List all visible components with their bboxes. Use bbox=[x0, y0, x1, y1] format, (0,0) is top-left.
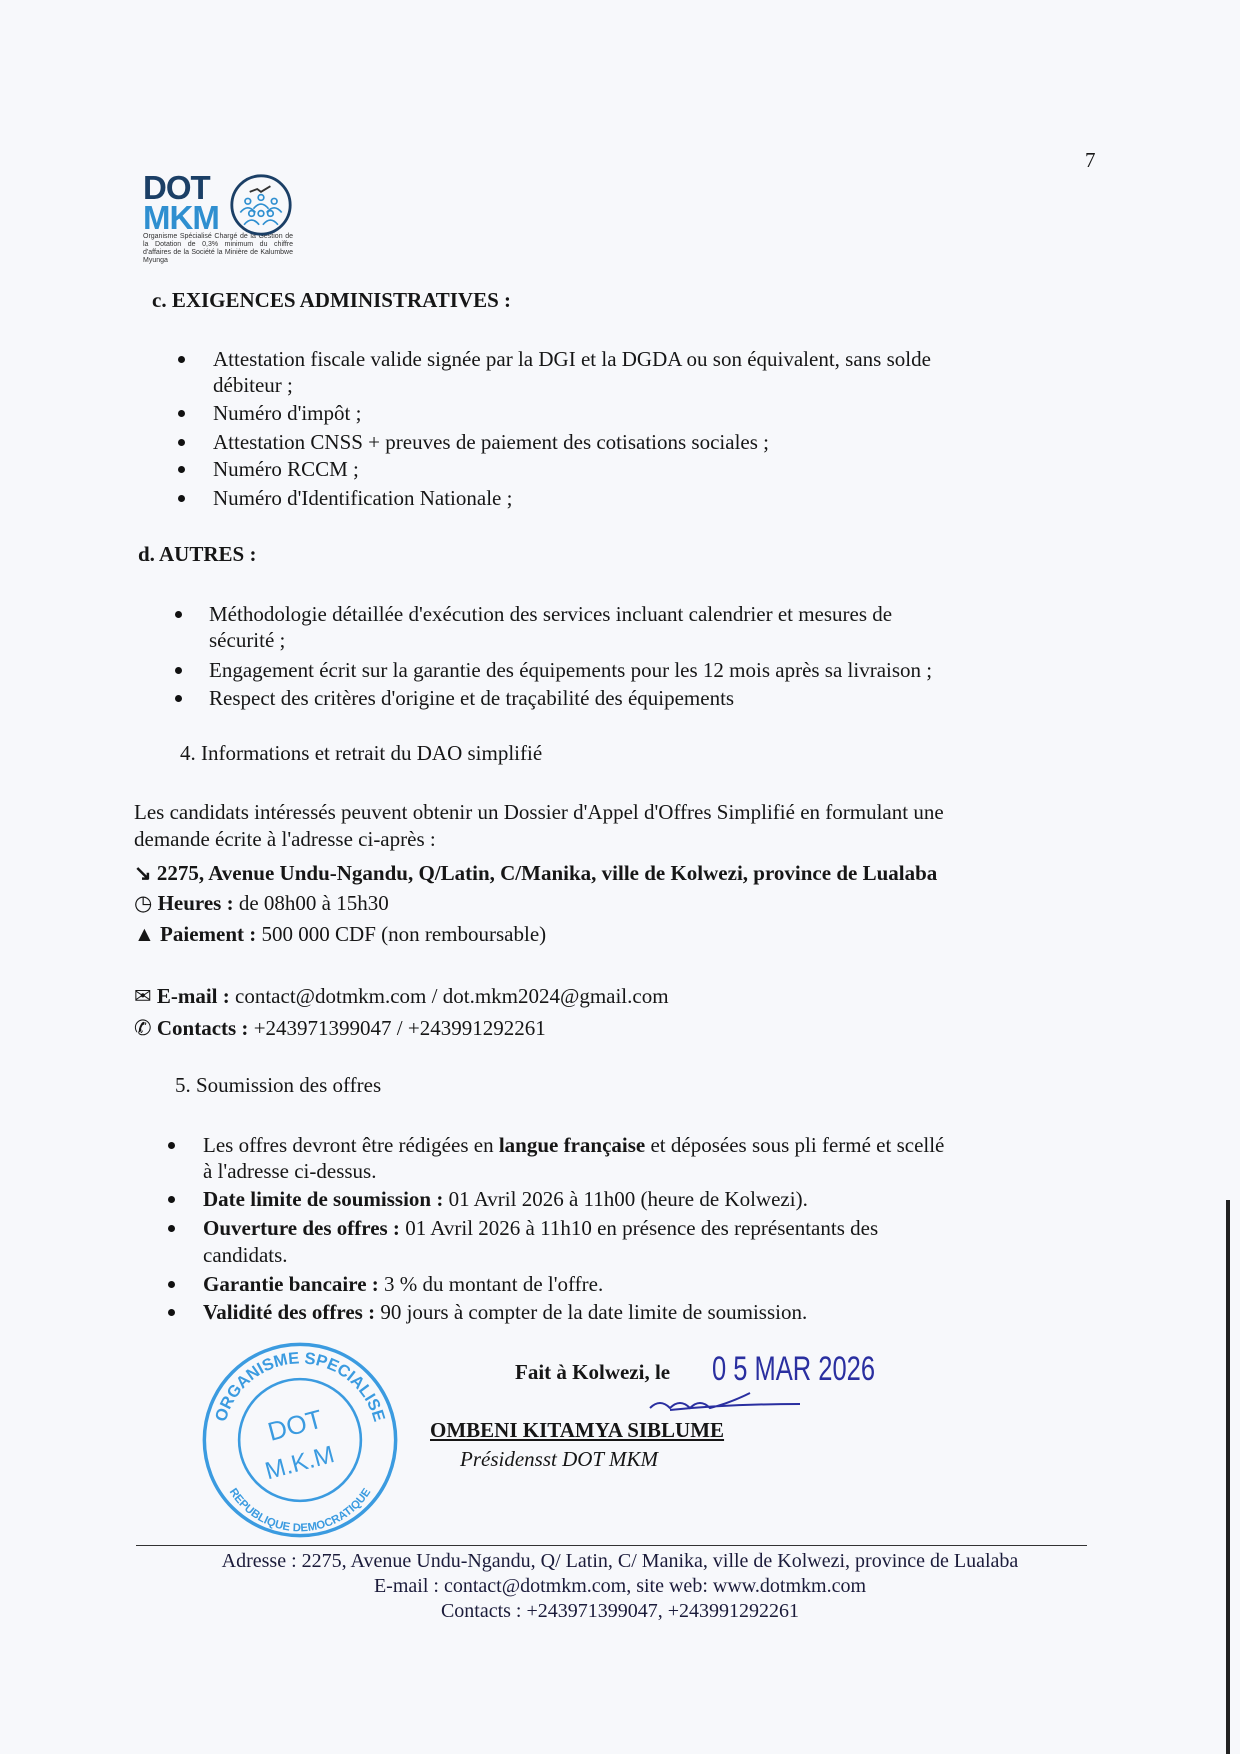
handwritten-signature bbox=[640, 1388, 830, 1414]
contacts-line bbox=[134, 1016, 546, 1040]
logo-dot: DOT bbox=[143, 169, 210, 206]
contacts-value: +243971399047 / +243991292261 bbox=[248, 1016, 546, 1040]
label: Garantie bancaire : bbox=[203, 1272, 379, 1296]
value: 01 Avril 2026 à 11h10 en présence des représentants des bbox=[399, 1216, 879, 1240]
text-bold: langue française bbox=[498, 1133, 646, 1157]
logo-subtitle: Organisme Spécialisé Chargé de la Gestion de la Dotation de 0,3% minimum du chiffre d'affaires de la Société la Minière de Kalumbwe Myunga bbox=[143, 233, 293, 264]
email-label: E-mail : bbox=[156, 984, 230, 1008]
signatory-name: OMBENI KITAMYA SIBLUME bbox=[430, 1418, 725, 1442]
bullet bbox=[168, 1196, 175, 1203]
official-stamp bbox=[200, 1340, 400, 1540]
list-item: candidats. bbox=[203, 1243, 288, 1267]
payment-value: 500 000 CDF (non remboursable) bbox=[256, 922, 547, 946]
money-bag-icon: ▲ bbox=[134, 922, 155, 946]
date-stamp: 0 5 MAR 2026 bbox=[712, 1350, 876, 1388]
list-item: à l'adresse ci-dessus. bbox=[203, 1159, 377, 1183]
stamp-center-dot: DOT bbox=[264, 1403, 326, 1447]
label: Validité des offres : bbox=[203, 1300, 376, 1324]
list-item: Attestation fiscale valide signée par la DGI et la DGDA ou son équivalent, sans solde bbox=[213, 347, 931, 371]
list-item: Attestation CNSS + preuves de paiement des cotisations sociales ; bbox=[213, 430, 769, 454]
stamp-ring-text: ORGANISME SPECIALISE bbox=[210, 1348, 390, 1424]
footer-address: Adresse : 2275, Avenue Undu-Ngandu, Q/ Latin, C/ Manika, ville de Kolwezi, province de Lualaba bbox=[221, 1550, 1019, 1572]
text: et déposées sous pli fermé et scellé bbox=[645, 1133, 945, 1157]
scan-edge bbox=[1226, 1200, 1230, 1754]
paragraph-line: Les candidats intéressés peuvent obtenir un Dossier d'Appel d'Offres Simplifié en formulant une bbox=[134, 800, 944, 824]
bullet bbox=[178, 439, 185, 446]
email-line bbox=[134, 984, 669, 1008]
footer-divider bbox=[136, 1545, 1087, 1546]
bullet bbox=[175, 611, 182, 618]
page-number: 7 bbox=[1085, 148, 1096, 172]
bullet bbox=[168, 1142, 175, 1149]
bullet bbox=[178, 466, 185, 473]
bullet bbox=[178, 356, 185, 363]
bullet bbox=[178, 410, 185, 417]
bullet bbox=[168, 1225, 175, 1232]
mail-icon: ✉ bbox=[134, 984, 152, 1008]
list-item: Méthodologie détaillée d'exécution des services incluant calendrier et mesures de bbox=[209, 602, 893, 626]
list-item: débiteur ; bbox=[213, 373, 293, 397]
bullet bbox=[168, 1309, 175, 1316]
phone-icon: ✆ bbox=[134, 1016, 152, 1040]
bullet bbox=[178, 495, 185, 502]
people-circle-icon bbox=[229, 173, 293, 237]
bullet bbox=[168, 1281, 175, 1288]
signatory-title: Présidensst DOT MKM bbox=[460, 1447, 658, 1471]
list-item bbox=[203, 1187, 808, 1211]
value: 3 % du montant de l'offre. bbox=[378, 1272, 604, 1296]
section-4-heading: 4. Informations et retrait du DAO simplifié bbox=[180, 741, 543, 765]
list-item bbox=[203, 1300, 807, 1324]
list-item: sécurité ; bbox=[209, 628, 286, 652]
bullet bbox=[175, 695, 182, 702]
list-item bbox=[203, 1272, 603, 1296]
section-5-heading: 5. Soumission des offres bbox=[175, 1073, 382, 1097]
address-text: 2275, Avenue Undu-Ngandu, Q/Latin, C/Manika, ville de Kolwezi, province de Lualaba bbox=[156, 861, 938, 885]
hours-label: Heures : bbox=[157, 891, 234, 915]
hours-line bbox=[134, 891, 389, 915]
paragraph-line: demande écrite à l'adresse ci-après : bbox=[134, 827, 436, 851]
list-item: Respect des critères d'origine et de traçabilité des équipements bbox=[209, 686, 735, 710]
payment-label: Paiement : bbox=[160, 922, 257, 946]
section-c-heading: c. EXIGENCES ADMINISTRATIVES : bbox=[152, 288, 512, 312]
svg-text:REPUBLIQUE DEMOCRATIQUE bbox=[227, 1486, 374, 1534]
value: 90 jours à compter de la date limite de soumission. bbox=[375, 1300, 808, 1324]
footer-email-link[interactable]: contact@dotmkm.com, bbox=[443, 1575, 637, 1597]
text: Les offres devront être rédigées en bbox=[203, 1133, 499, 1157]
list-item bbox=[203, 1133, 944, 1157]
list-item bbox=[203, 1216, 878, 1240]
stamp-center-mkm: M.K.M bbox=[262, 1441, 338, 1486]
logo bbox=[143, 169, 293, 265]
value: 01 Avril 2026 à 11h00 (heure de Kolwezi). bbox=[443, 1187, 808, 1211]
footer-email-label: E-mail : bbox=[373, 1575, 444, 1597]
logo-mkm: MKM bbox=[143, 199, 219, 236]
footer-web bbox=[120, 1575, 1120, 1597]
contacts-label: Contacts : bbox=[156, 1016, 249, 1040]
label: Ouverture des offres : bbox=[203, 1216, 400, 1240]
email-value[interactable]: contact@dotmkm.com / dot.mkm2024@gmail.com bbox=[229, 984, 669, 1008]
hours-value: de 08h00 à 15h30 bbox=[233, 891, 389, 915]
footer-web-label: site web: bbox=[636, 1575, 713, 1597]
footer-website-link[interactable]: www.dotmkm.com bbox=[712, 1575, 867, 1597]
list-item: Numéro d'Identification Nationale ; bbox=[213, 486, 513, 510]
bullet bbox=[175, 667, 182, 674]
stamp-ring-bottom: REPUBLIQUE DEMOCRATIQUE bbox=[226, 1486, 374, 1535]
label: Date limite de soumission : bbox=[203, 1187, 444, 1211]
address-line bbox=[134, 861, 937, 885]
pin-icon: ↘︎ bbox=[134, 861, 152, 885]
section-d-heading: d. AUTRES : bbox=[138, 542, 257, 566]
list-item: Numéro d'impôt ; bbox=[213, 401, 362, 425]
clock-icon: ◷ bbox=[134, 891, 153, 915]
payment-line bbox=[134, 922, 546, 946]
list-item: Engagement écrit sur la garantie des équipements pour les 12 mois après sa livraison ; bbox=[209, 658, 933, 682]
list-item: Numéro RCCM ; bbox=[213, 457, 359, 481]
signature-place: Fait à Kolwezi, le bbox=[515, 1360, 671, 1384]
footer-contacts: Contacts : +243971399047, +243991292261 bbox=[440, 1600, 800, 1622]
